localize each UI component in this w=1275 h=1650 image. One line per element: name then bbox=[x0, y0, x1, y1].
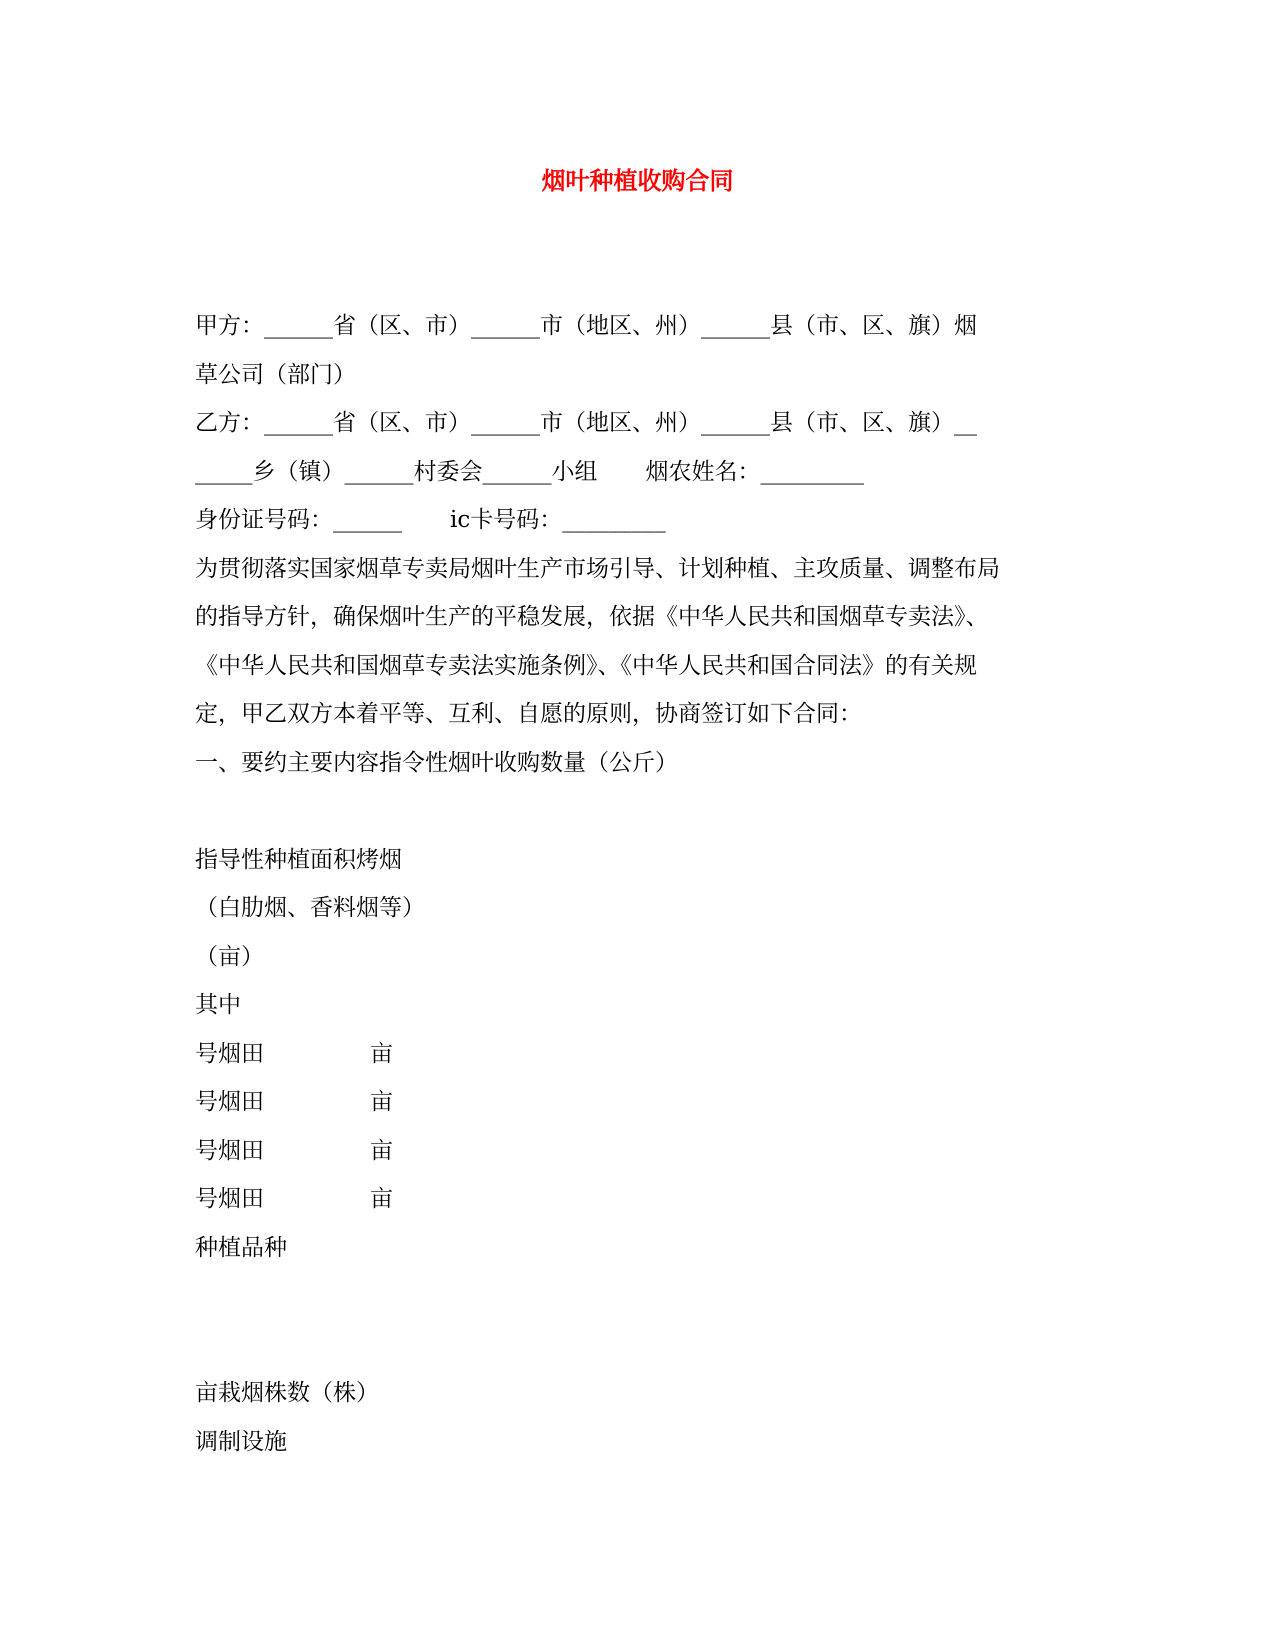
field-row bbox=[195, 1175, 1095, 1224]
guidance-area-sub: （白肋烟、香料烟等） bbox=[195, 895, 425, 921]
of-which-label: 其中 bbox=[195, 992, 241, 1018]
document-body bbox=[195, 302, 1095, 1466]
party-a-line-2: 草公司（部门） bbox=[195, 361, 356, 388]
preamble-line-3: 《中华人民共和国烟草专卖法实施条例》、《中华人民共和国合同法》的有关规 bbox=[195, 652, 977, 679]
plants-per-mu-label: 亩栽烟株数（株） bbox=[195, 1380, 379, 1406]
guidance-area-label: 指导性种植面积烤烟 bbox=[195, 846, 402, 873]
id-line bbox=[195, 496, 1095, 545]
document-title: 烟叶种植收购合同 bbox=[541, 166, 734, 195]
field-label: 号烟田 bbox=[195, 1186, 264, 1212]
field-label: 号烟田 bbox=[195, 1089, 264, 1115]
party-a-line-1: 甲方：______省（区、市）______市（地区、州）______县（市、区、旗）烟 bbox=[195, 313, 977, 339]
guidance-area-unit: （亩） bbox=[195, 943, 264, 970]
field-unit: 亩 bbox=[370, 1040, 393, 1067]
party-b-address: _____乡（镇）______村委会______小组 bbox=[195, 458, 598, 485]
variety-label: 种植品种 bbox=[195, 1234, 287, 1261]
field-row bbox=[195, 1127, 1095, 1176]
farmer-name-field: 烟农姓名：_________ bbox=[645, 458, 864, 485]
ic-card-field: ic卡号码：_________ bbox=[450, 507, 666, 533]
field-label: 号烟田 bbox=[195, 1040, 264, 1067]
field-row bbox=[195, 1078, 1095, 1127]
curing-facility-label: 调制设施 bbox=[195, 1428, 287, 1455]
preamble-line-2: 的指导方针，确保烟叶生产的平稳发展，依据《中华人民共和国烟草专卖法》、 bbox=[195, 604, 989, 630]
preamble-line-1: 为贯彻落实国家烟草专卖局烟叶生产市场引导、计划种植、主攻质量、调整布局 bbox=[195, 555, 1000, 582]
field-unit: 亩 bbox=[370, 1186, 393, 1212]
party-b-line-2 bbox=[195, 448, 1095, 497]
field-unit: 亩 bbox=[370, 1137, 393, 1164]
party-b-line-1: 乙方：______省（区、市）______市（地区、州）______县（市、区、旗）__ bbox=[195, 410, 977, 436]
field-unit: 亩 bbox=[370, 1089, 393, 1115]
preamble-line-4: 定，甲乙双方本着平等、互利、自愿的原则，协商签订如下合同： bbox=[195, 701, 862, 727]
section-heading-1: 一、要约主要内容指令性烟叶收购数量（公斤） bbox=[195, 749, 678, 776]
field-row bbox=[195, 1030, 1095, 1079]
id-number-field: 身份证号码：______ bbox=[195, 507, 402, 533]
field-label: 号烟田 bbox=[195, 1137, 264, 1164]
